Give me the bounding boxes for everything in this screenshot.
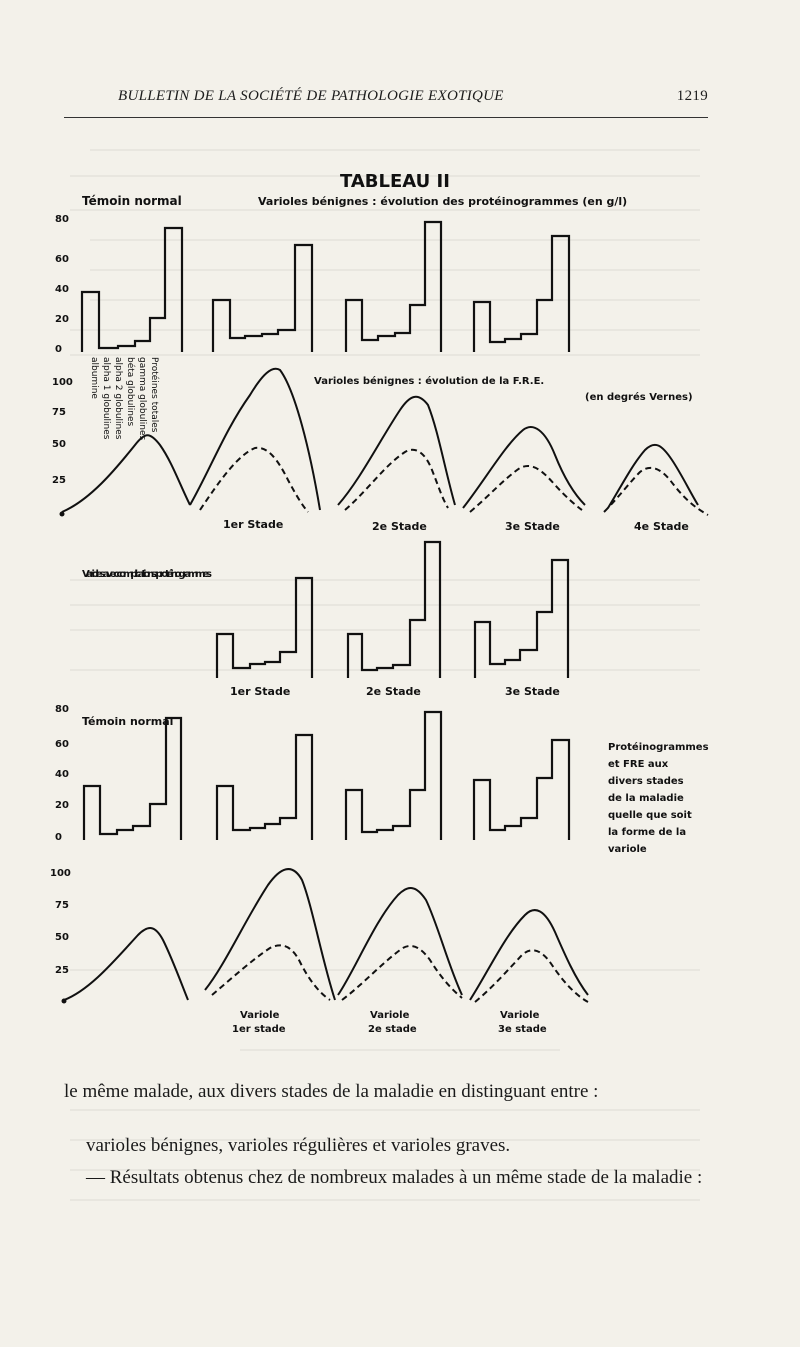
protein-histograms-complications — [217, 542, 568, 678]
y-tick: 80 — [55, 704, 69, 715]
stage-labels-lower — [232, 1010, 547, 1035]
histogram-lower-2 — [346, 712, 441, 840]
y-tick: 50 — [52, 439, 66, 450]
lower-temoin-text: Témoin normal — [82, 715, 174, 728]
side-note-line: Protéinogrammes — [608, 742, 709, 753]
stage-labels-complications — [230, 685, 560, 698]
paragraph-1: le même malade, aux divers stades de la maladie en distinguant entre : — [64, 1081, 599, 1102]
origin-dot — [62, 999, 67, 1004]
y-tick: 20 — [55, 314, 69, 325]
y-tick: 0 — [55, 832, 62, 843]
fre-lower-2-solid — [338, 888, 462, 995]
stage-label-line: Variole — [370, 1010, 410, 1021]
figure-title: TABLEAU II — [340, 171, 450, 192]
fre-stade-1-solid — [190, 369, 320, 510]
heading-varioles-benignes: Varioles bénignes : évolution des protéinogrammes (en g/l) — [258, 195, 628, 208]
y-axis-lower — [55, 704, 69, 843]
y-tick: 75 — [55, 900, 69, 911]
y-axis-protein — [55, 214, 69, 355]
fraction-label: gamma globulines — [137, 357, 147, 441]
y-axis-fre — [52, 377, 73, 486]
stage-label-line: Variole — [240, 1010, 280, 1021]
y-tick: 100 — [52, 377, 73, 388]
fraction-labels — [89, 357, 160, 441]
stage-label-line: 3e stade — [498, 1024, 547, 1035]
stage-label: 3e Stade — [505, 520, 560, 533]
histogram-lower-1 — [217, 735, 312, 840]
stage-labels-benign — [223, 518, 689, 533]
stage-label — [232, 1010, 286, 1035]
side-note-line: de la maladie — [608, 793, 684, 804]
fre-lower-temoin — [64, 928, 188, 1000]
fre-stade-1-dashed — [200, 448, 308, 512]
stage-label: 2e Stade — [372, 520, 427, 533]
paragraph-3: — Résultats obtenus chez de nombreux malades à un même stade de la maladie : — [86, 1167, 703, 1188]
fre-title: Varioles bénignes : évolution de la F.R.E. — [314, 376, 545, 387]
y-tick: 80 — [55, 214, 69, 225]
y-tick: 60 — [55, 739, 69, 750]
protein-histograms-lower — [84, 712, 569, 840]
stage-label: 1er Stade — [230, 685, 291, 698]
histogram-lower-3 — [474, 740, 569, 840]
side-note-line: et FRE aux — [608, 759, 669, 770]
fre-stade-2-solid — [338, 397, 455, 505]
stage-label-line: 1er stade — [232, 1024, 286, 1035]
histogram-temoin — [82, 228, 182, 352]
fraction-label: alpha 1 globulines — [101, 357, 111, 440]
complications-label — [82, 568, 212, 580]
fre-lower-3-solid — [470, 910, 588, 1000]
histogram-lower-temoin — [84, 718, 181, 840]
histogram-stade-3 — [474, 236, 569, 352]
stage-label — [368, 1010, 417, 1035]
histogram-compl-3 — [475, 560, 568, 678]
protein-histograms-top — [82, 222, 569, 352]
stage-label-line: 2e stade — [368, 1024, 417, 1035]
y-tick: 20 — [55, 800, 69, 811]
side-note-line: variole — [608, 844, 647, 855]
fraction-label: béta globulines — [125, 357, 135, 427]
fraction-label: albumine — [89, 357, 99, 399]
y-tick: 25 — [52, 475, 66, 486]
y-tick: 40 — [55, 769, 69, 780]
origin-dot — [60, 512, 65, 517]
stage-label: 1er Stade — [223, 518, 284, 531]
histogram-compl-2 — [348, 542, 440, 678]
histogram-stade-1 — [213, 245, 312, 352]
stage-label: 2e Stade — [366, 685, 421, 698]
y-axis-lower-fre — [50, 868, 71, 976]
side-note — [608, 741, 712, 855]
y-tick: 75 — [52, 407, 66, 418]
fre-unit: (en degrés Vernes) — [585, 392, 693, 403]
fre-lower-1-solid — [205, 869, 335, 1000]
stage-label — [498, 1010, 547, 1035]
histogram-compl-1 — [217, 578, 312, 678]
heading-temoin-normal: Témoin normal — [82, 194, 182, 208]
running-title: BULLETIN DE LA SOCIÉTÉ DE PATHOLOGIE EXOTIQUE — [118, 88, 504, 104]
y-tick: 100 — [50, 868, 71, 879]
fraction-label: alpha 2 globulines — [113, 357, 123, 440]
paragraph-2: varioles bénignes, varioles régulières et varioles graves. — [86, 1135, 511, 1156]
stage-label: 4e Stade — [634, 520, 689, 533]
fre-stade-2-dashed — [345, 450, 448, 510]
fre-stade-3-dashed — [470, 466, 582, 512]
complications-text: Varioles avec complications : protéinogrammes — [82, 569, 212, 580]
lower-temoin-label — [82, 715, 173, 728]
fre-temoin-curve — [62, 435, 190, 512]
page-number: 1219 — [676, 88, 708, 104]
fre-curves-lower — [64, 869, 588, 1002]
side-note-text — [608, 741, 712, 855]
stage-label: 3e Stade — [505, 685, 560, 698]
side-note-line: quelle que soit — [608, 810, 692, 821]
fre-lower-3-dashed — [475, 950, 588, 1002]
side-note-line: divers stades — [608, 776, 684, 787]
histogram-stade-2 — [346, 222, 441, 352]
y-tick: 40 — [55, 284, 69, 295]
y-tick: 25 — [55, 965, 69, 976]
stage-label-line: Variole — [500, 1010, 540, 1021]
fraction-label: Protéines totales — [149, 357, 159, 433]
y-tick: 50 — [55, 932, 69, 943]
y-tick: 60 — [55, 254, 69, 265]
side-note-line: la forme de la — [608, 827, 687, 838]
fre-lower-1-dashed — [212, 945, 330, 1000]
fre-stade-4-dashed — [604, 468, 708, 515]
y-tick: 0 — [55, 344, 62, 355]
